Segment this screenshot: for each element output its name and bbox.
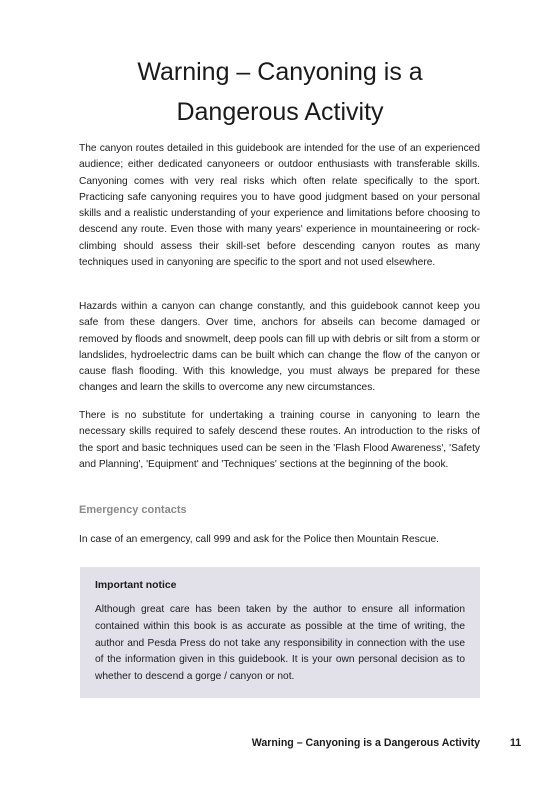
emergency-contacts-text: In case of an emergency, call 999 and ask for the Police then Mountain Rescue. — [79, 534, 439, 545]
body-paragraph-1: The canyon routes detailed in this guidebook are intended for the use of an experienced audience; either dedicated canyoneers or outdoor enthusiasts with transferable skills. Canyoning comes with very real risks which often relate specifically to the sport. Practicing safe canyoning requires you to have good judgment based on your personal skills and a realistic understanding of your experience and limitations before choosing to descend any route. Even those with many years' experience in mountaineering or rock-climbing should assess their skill-set before descending canyon routes as many techniques used in canyoning are specific to the sport and not used elsewhere. — [79, 143, 480, 269]
page-title-line-2: Dangerous Activity — [176, 98, 384, 126]
body-paragraph-2: Hazards within a canyon can change constantly, and this guidebook cannot keep you safe from these dangers. Over time, anchors for abseils can become damaged or removed by floods and snowmelt, deep pools can fill up with debris or silt from a storm or landslides, hydroelectric dams can be built which can change the flow of the canyon or cause flash flooding. With this knowledge, you must always be prepared for these changes and learn the skills to overcome any new circumstances. — [79, 301, 480, 394]
important-notice-box — [80, 567, 480, 698]
page-title-line-1: Warning – Canyoning is a — [137, 58, 423, 86]
important-notice-title: Important notice — [95, 580, 177, 591]
emergency-contacts-heading: Emergency contacts — [79, 504, 187, 516]
page-number: 11 — [510, 737, 522, 749]
footer-running-title: Warning – Canyoning is a Dangerous Activity — [251, 737, 480, 749]
page-title — [60, 52, 500, 132]
important-notice-text: Although great care has been taken by the author to ensure all information contained within this book is as accurate as possible at the time of writing, the author and Pesda Press do not take any responsibility in connection with the use of the information given in this guidebook. It is your own personal decision as to whether to descend a gorge / canyon or not. — [95, 604, 465, 683]
body-paragraph-3: There is no substitute for undertaking a training course in canyoning to learn the necessary skills required to safely descend these routes. An introduction to the risks of the sport and basic techniques used can be seen in the 'Flash Flood Awareness', 'Safety and Planning', 'Equipment' and 'Techniques' sections at the beginning of the book. — [79, 410, 480, 470]
